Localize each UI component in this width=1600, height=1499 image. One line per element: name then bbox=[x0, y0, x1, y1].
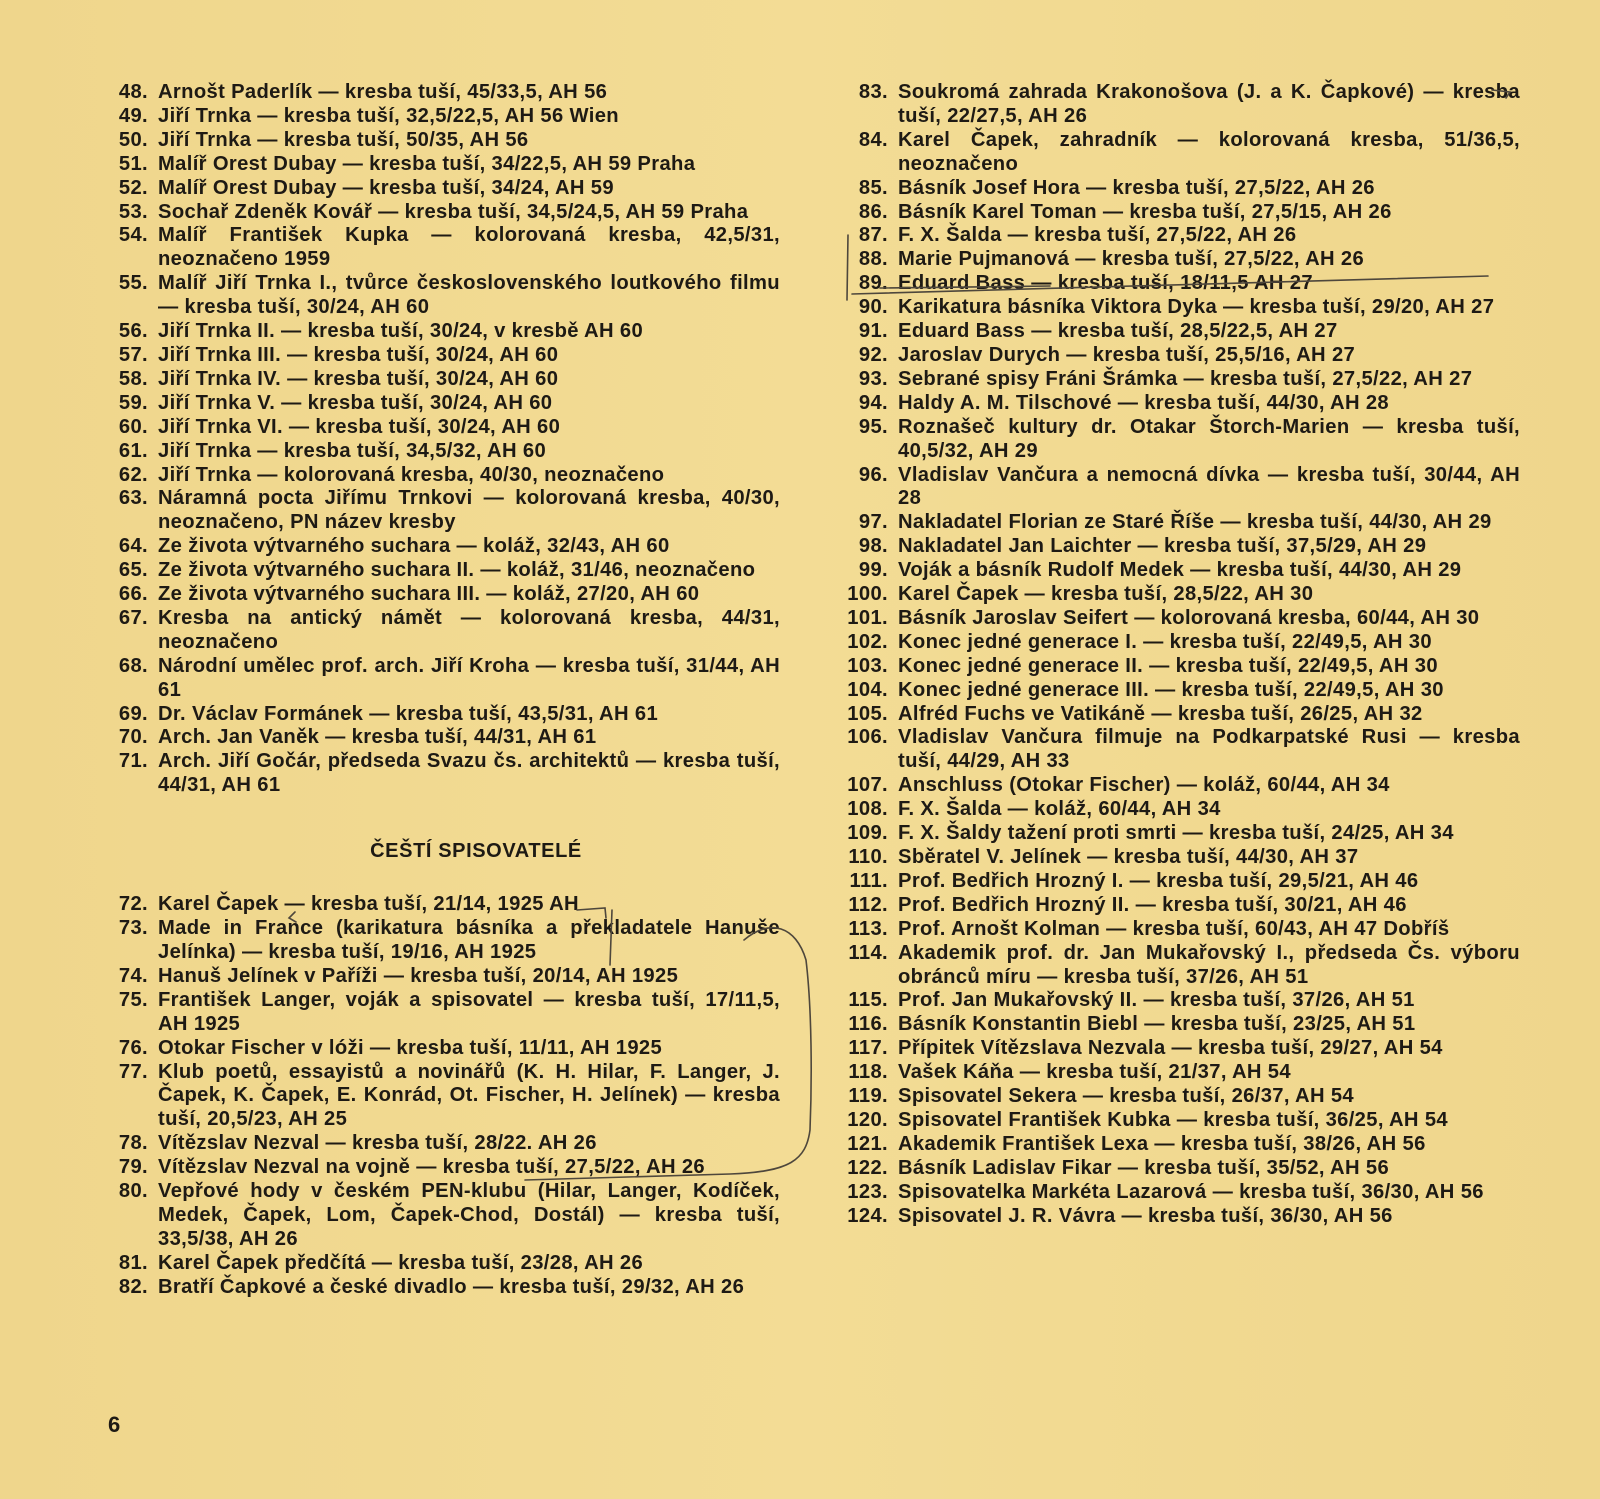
catalog-entry bbox=[112, 917, 780, 965]
entry-number: 97. bbox=[858, 511, 888, 534]
entry-text: Jiří Trnka — kresba tuší, 50/35, AH 56 bbox=[158, 128, 529, 151]
entry-text: Haldy A. M. Tilschové — kresba tuší, 44/30, AH 28 bbox=[898, 391, 1389, 414]
entry-number: 76. bbox=[118, 1036, 148, 1059]
catalog-entry bbox=[838, 655, 1520, 679]
entry-text: Akademik František Lexa — kresba tuší, 38/26, AH 56 bbox=[898, 1132, 1426, 1155]
entry-text: Alfréd Fuchs ve Vatikáně — kresba tuší, 26/25, AH 32 bbox=[898, 702, 1423, 725]
entry-number: 108. bbox=[847, 798, 888, 821]
entry-number: 69. bbox=[118, 702, 148, 725]
entry-text: Karel Čapek, zahradník — kolorovaná kresba, 51/36,5, neoznačeno bbox=[898, 128, 1520, 175]
catalog-entry bbox=[838, 703, 1520, 727]
catalog-entry bbox=[112, 224, 780, 272]
entry-number: 117. bbox=[848, 1037, 888, 1060]
entry-number: 94. bbox=[858, 391, 888, 414]
entry-text: Hanuš Jelínek v Paříži — kresba tuší, 20/14, AH 1925 bbox=[158, 964, 679, 987]
entry-number: 63. bbox=[118, 487, 148, 510]
entry-text: Bratří Čapkové a české divadlo — kresba tuší, 29/32, AH 26 bbox=[158, 1275, 745, 1298]
entry-text: Národní umělec prof. arch. Jiří Kroha — kresba tuší, 31/44, AH 61 bbox=[158, 654, 780, 701]
catalog-entry bbox=[112, 965, 780, 989]
catalog-entry bbox=[112, 440, 780, 464]
catalog-entry bbox=[838, 296, 1520, 320]
entry-number: 48. bbox=[118, 81, 148, 103]
catalog-entry bbox=[838, 1061, 1520, 1085]
catalog-entry bbox=[838, 1085, 1520, 1109]
catalog-entry bbox=[838, 942, 1520, 990]
entry-text: Malíř Orest Dubay — kresba tuší, 34/24, AH 59 bbox=[158, 176, 614, 199]
entry-text: Spisovatelka Markéta Lazarová — kresba tuší, 36/30, AH 56 bbox=[898, 1180, 1484, 1203]
catalog-entry bbox=[112, 1037, 780, 1061]
entry-number: 110. bbox=[848, 846, 888, 868]
entry-number: 98. bbox=[858, 535, 888, 558]
entry-number: 50. bbox=[118, 128, 148, 151]
entry-number: 51. bbox=[118, 152, 148, 175]
catalog-entry bbox=[838, 177, 1520, 201]
entry-text: Arch. Jan Vaněk — kresba tuší, 44/31, AH 61 bbox=[158, 726, 597, 749]
catalog-entry bbox=[112, 750, 780, 798]
catalog-entry bbox=[838, 1181, 1520, 1205]
catalog-entry bbox=[112, 1132, 780, 1156]
entry-text: Eduard Bass — kresba tuší, 28,5/22,5, AH 27 bbox=[898, 320, 1338, 343]
catalog-entry bbox=[838, 511, 1520, 535]
entry-number: 113. bbox=[848, 917, 888, 940]
entry-text: Spisovatel Sekera — kresba tuší, 26/37, AH 54 bbox=[898, 1085, 1354, 1108]
entry-number: 116. bbox=[848, 1013, 888, 1036]
entry-text: Malíř Orest Dubay — kresba tuší, 34/22,5, AH 59 Praha bbox=[158, 152, 696, 175]
entry-number: 60. bbox=[118, 415, 148, 438]
entry-number: 49. bbox=[118, 104, 148, 127]
entry-text: Akademik prof. dr. Jan Mukařovský I., předseda Čs. výboru obránců míru — kresba tuší, 37/26, AH 51 bbox=[898, 941, 1520, 988]
entry-number: 105. bbox=[847, 702, 888, 725]
entry-text: Spisovatel J. R. Vávra — kresba tuší, 36/30, AH 56 bbox=[898, 1204, 1393, 1227]
entry-list-writers-continued bbox=[838, 81, 1520, 1229]
catalog-entry bbox=[838, 416, 1520, 464]
entry-number: 120. bbox=[847, 1108, 888, 1131]
entry-number: 101. bbox=[847, 606, 888, 629]
entry-text: Vítězslav Nezval — kresba tuší, 28/22. AH 26 bbox=[158, 1132, 597, 1155]
entry-number: 65. bbox=[118, 559, 148, 582]
entry-text: Konec jedné generace I. — kresba tuší, 22/49,5, AH 30 bbox=[898, 630, 1432, 653]
entry-number: 80. bbox=[118, 1180, 148, 1203]
catalog-entry bbox=[838, 248, 1520, 272]
entry-text: Arnošt Paderlík — kresba tuší, 45/33,5, AH 56 bbox=[158, 81, 608, 103]
entry-number: 107. bbox=[847, 774, 888, 797]
entry-number: 96. bbox=[858, 463, 888, 486]
catalog-entry bbox=[112, 655, 780, 703]
entry-text: Malíř František Kupka — kolorovaná kresba, 42,5/31, neoznačeno 1959 bbox=[158, 224, 780, 271]
left-column bbox=[112, 81, 780, 1300]
catalog-entry bbox=[838, 894, 1520, 918]
entry-number: 85. bbox=[858, 176, 888, 199]
catalog-entry bbox=[838, 726, 1520, 774]
entry-text: F. X. Šalda — koláž, 60/44, AH 34 bbox=[898, 798, 1221, 821]
entry-number: 115. bbox=[848, 989, 888, 1012]
entry-number: 102. bbox=[847, 630, 888, 653]
entry-number: 59. bbox=[118, 391, 148, 414]
catalog-entry bbox=[838, 129, 1520, 177]
entry-text: Vepřové hody v českém PEN-klubu (Hilar, Langer, Kodíček, Medek, Čapek, Lom, Čapek-Chod, Dostál) — kresba tuší, 33,5/38, AH 26 bbox=[158, 1180, 780, 1250]
catalog-entry bbox=[112, 1156, 780, 1180]
entry-text: Roznašeč kultury dr. Otakar Štorch-Marien — kresba tuší, 40,5/32, AH 29 bbox=[898, 415, 1520, 462]
catalog-entry bbox=[112, 989, 780, 1037]
entry-text: Jiří Trnka V. — kresba tuší, 30/24, AH 60 bbox=[158, 391, 553, 414]
catalog-entry bbox=[838, 774, 1520, 798]
entry-text: Vašek Káňa — kresba tuší, 21/37, AH 54 bbox=[898, 1061, 1291, 1084]
catalog-entry bbox=[112, 893, 780, 917]
catalog-entry bbox=[838, 201, 1520, 225]
entry-number: 124. bbox=[847, 1204, 888, 1227]
entry-text: Konec jedné generace II. — kresba tuší, 22/49,5, AH 30 bbox=[898, 654, 1438, 677]
entry-text: Vítězslav Nezval na vojně — kresba tuší, 27,5/22, AH 26 bbox=[158, 1156, 705, 1179]
catalog-entry bbox=[112, 153, 780, 177]
entry-text: Jaroslav Durych — kresba tuší, 25,5/16, AH 27 bbox=[898, 343, 1356, 366]
entry-text: F. X. Šalda — kresba tuší, 27,5/22, AH 26 bbox=[898, 224, 1297, 247]
entry-number: 109. bbox=[847, 822, 888, 845]
catalog-entry bbox=[838, 1109, 1520, 1133]
catalog-entry bbox=[112, 368, 780, 392]
entry-text: Malíř Jiří Trnka I., tvůrce československého loutkového filmu — kresba tuší, 30/24, AH 60 bbox=[158, 272, 780, 319]
entry-number: 61. bbox=[118, 439, 148, 462]
catalog-entry bbox=[112, 535, 780, 559]
entry-text: Básník Jaroslav Seifert — kolorovaná kresba, 60/44, AH 30 bbox=[898, 606, 1480, 629]
entry-number: 84. bbox=[858, 128, 888, 151]
entry-text: Jiří Trnka IV. — kresba tuší, 30/24, AH 60 bbox=[158, 367, 559, 390]
entry-text: Anschluss (Otokar Fischer) — koláž, 60/44, AH 34 bbox=[898, 774, 1390, 797]
catalog-entry bbox=[838, 918, 1520, 942]
entry-number: 100. bbox=[847, 583, 888, 606]
entry-text: Náramná pocta Jiřímu Trnkovi — kolorovaná kresba, 40/30, neoznačeno, PN název kresby bbox=[158, 487, 780, 534]
entry-text: Jiří Trnka II. — kresba tuší, 30/24, v kresbě AH 60 bbox=[158, 320, 644, 343]
entry-text: Básník Karel Toman — kresba tuší, 27,5/15, AH 26 bbox=[898, 200, 1392, 223]
entry-number: 73. bbox=[118, 917, 148, 940]
entry-number: 78. bbox=[118, 1132, 148, 1155]
catalog-entry bbox=[838, 1157, 1520, 1181]
entry-number: 112. bbox=[848, 893, 888, 916]
catalog-entry bbox=[838, 320, 1520, 344]
entry-number: 52. bbox=[118, 176, 148, 199]
catalog-entry bbox=[838, 1013, 1520, 1037]
entry-number: 55. bbox=[118, 272, 148, 295]
entry-list-painters bbox=[112, 81, 780, 798]
catalog-entry bbox=[838, 1205, 1520, 1229]
entry-text: Vladislav Vančura a nemocná dívka — kresba tuší, 30/44, AH 28 bbox=[898, 463, 1520, 510]
entry-text: Jiří Trnka III. — kresba tuší, 30/24, AH 60 bbox=[158, 343, 559, 366]
catalog-entry bbox=[112, 201, 780, 225]
entry-text: Básník Ladislav Fikar — kresba tuší, 35/52, AH 56 bbox=[898, 1156, 1390, 1179]
entry-number: 106. bbox=[847, 726, 888, 749]
catalog-entry bbox=[838, 846, 1520, 870]
section-heading: ČEŠTÍ SPISOVATELÉ bbox=[370, 840, 582, 863]
entry-text: Jiří Trnka — kresba tuší, 32,5/22,5, AH 56 Wien bbox=[158, 104, 619, 127]
entry-text: Prof. Jan Mukařovský II. — kresba tuší, 37/26, AH 51 bbox=[898, 989, 1415, 1012]
catalog-entry bbox=[838, 631, 1520, 655]
entry-number: 118. bbox=[848, 1061, 888, 1084]
catalog-entry bbox=[112, 320, 780, 344]
entry-text: Prof. Arnošt Kolman — kresba tuší, 60/43, AH 47 Dobříš bbox=[898, 917, 1450, 940]
entry-number: 68. bbox=[118, 654, 148, 677]
entry-number: 71. bbox=[118, 750, 148, 773]
catalog-entry bbox=[838, 464, 1520, 512]
entry-text: Soukromá zahrada Krakonošova (J. a K. Čapkové) — kresba tuší, 22/27,5, AH 26 bbox=[898, 81, 1520, 127]
entry-number: 70. bbox=[118, 726, 148, 749]
entry-text: Klub poetů, essayistů a novinářů (K. H. Hilar, F. Langer, J. Čapek, K. Čapek, E. Konrád, Ot. Fischer, H. Jelínek) — kresba tuší, 20,5/23, AH 25 bbox=[158, 1060, 780, 1131]
entry-text: Karel Čapek — kresba tuší, 28,5/22, AH 30 bbox=[898, 583, 1314, 606]
catalog-entry bbox=[112, 177, 780, 201]
entry-text: Vladislav Vančura filmuje na Podkarpatské Rusi — kresba tuší, 44/29, AH 33 bbox=[898, 726, 1520, 773]
entry-text: Ze života výtvarného suchara III. — koláž, 27/20, AH 60 bbox=[158, 583, 700, 606]
entry-text: Jiří Trnka VI. — kresba tuší, 30/24, AH 60 bbox=[158, 415, 561, 438]
catalog-entry bbox=[838, 392, 1520, 416]
entry-text: Marie Pujmanová — kresba tuší, 27,5/22, AH 26 bbox=[898, 248, 1365, 271]
entry-text: Jiří Trnka — kolorovaná kresba, 40/30, neoznačeno bbox=[158, 463, 665, 486]
entry-number: 64. bbox=[118, 535, 148, 558]
entry-number: 114. bbox=[848, 941, 888, 964]
entry-number: 119. bbox=[848, 1085, 888, 1108]
entry-number: 88. bbox=[858, 248, 888, 271]
entry-text: Ze života výtvarného suchara — koláž, 32/43, AH 60 bbox=[158, 535, 670, 558]
entry-text: Ze života výtvarného suchara II. — koláž, 31/46, neoznačeno bbox=[158, 559, 756, 582]
entry-text: Sebrané spisy Fráni Šrámka — kresba tuší, 27,5/22, AH 27 bbox=[898, 367, 1473, 390]
entry-text: Prof. Bedřich Hrozný I. — kresba tuší, 29,5/21, AH 46 bbox=[898, 869, 1419, 892]
entry-text: Básník Konstantin Biebl — kresba tuší, 23/25, AH 51 bbox=[898, 1013, 1416, 1036]
catalog-entry bbox=[112, 344, 780, 368]
entry-number: 87. bbox=[858, 224, 888, 247]
catalog-entry bbox=[112, 703, 780, 727]
catalog-entry bbox=[112, 1180, 780, 1252]
entry-text: Arch. Jiří Gočár, předseda Svazu čs. architektů — kresba tuší, 44/31, AH 61 bbox=[158, 750, 780, 797]
entry-number: 83. bbox=[858, 81, 888, 103]
right-column bbox=[838, 81, 1520, 1229]
catalog-entry bbox=[838, 607, 1520, 631]
entry-text: Přípitek Vítězslava Nezvala — kresba tuší, 29/27, AH 54 bbox=[898, 1037, 1443, 1060]
catalog-entry bbox=[112, 1252, 780, 1276]
entry-number: 75. bbox=[118, 988, 148, 1011]
catalog-entry bbox=[112, 559, 780, 583]
catalog-entry bbox=[838, 368, 1520, 392]
entry-number: 82. bbox=[118, 1275, 148, 1298]
entry-number: 103. bbox=[847, 654, 888, 677]
entry-number: 56. bbox=[118, 320, 148, 343]
entry-number: 90. bbox=[858, 296, 888, 319]
catalog-entry bbox=[112, 607, 780, 655]
entry-text: Nakladatel Jan Laichter — kresba tuší, 37,5/29, AH 29 bbox=[898, 535, 1427, 558]
entry-text: Konec jedné generace III. — kresba tuší, 22/49,5, AH 30 bbox=[898, 678, 1444, 701]
entry-text: Otokar Fischer v lóži — kresba tuší, 11/11, AH 1925 bbox=[158, 1036, 663, 1059]
entry-list-writers bbox=[112, 893, 780, 1299]
entry-text: Karikatura básníka Viktora Dyka — kresba tuší, 29/20, AH 27 bbox=[898, 296, 1495, 319]
catalog-entry bbox=[838, 272, 1520, 296]
entry-number: 92. bbox=[858, 343, 888, 366]
entry-number: 95. bbox=[858, 415, 888, 438]
page-number: 6 bbox=[108, 1412, 121, 1437]
entry-number: 111. bbox=[849, 869, 888, 892]
catalog-entry bbox=[112, 416, 780, 440]
entry-text: Nakladatel Florian ze Staré Říše — kresba tuší, 44/30, AH 29 bbox=[898, 511, 1492, 534]
catalog-entry bbox=[112, 1061, 780, 1133]
catalog-entry bbox=[838, 679, 1520, 703]
entry-text: Karel Čapek předčítá — kresba tuší, 23/28, AH 26 bbox=[158, 1251, 644, 1274]
entry-number: 53. bbox=[118, 200, 148, 223]
entry-number: 77. bbox=[118, 1060, 148, 1083]
catalog-entry bbox=[112, 272, 780, 320]
catalog-entry bbox=[838, 583, 1520, 607]
entry-text: Sochař Zdeněk Kovář — kresba tuší, 34,5/24,5, AH 59 Praha bbox=[158, 200, 749, 223]
catalog-entry bbox=[838, 870, 1520, 894]
entry-text: Prof. Bedřich Hrozný II. — kresba tuší, 30/21, AH 46 bbox=[898, 893, 1407, 916]
entry-number: 104. bbox=[847, 678, 888, 701]
entry-number: 58. bbox=[118, 367, 148, 390]
entry-number: 123. bbox=[847, 1180, 888, 1203]
catalog-entry bbox=[112, 81, 780, 105]
entry-number: 79. bbox=[118, 1156, 148, 1179]
entry-number: 99. bbox=[858, 559, 888, 582]
entry-number: 91. bbox=[858, 320, 888, 343]
catalog-entry bbox=[838, 559, 1520, 583]
catalog-entry bbox=[838, 989, 1520, 1013]
entry-number: 86. bbox=[858, 200, 888, 223]
entry-text: Voják a básník Rudolf Medek — kresba tuší, 44/30, AH 29 bbox=[898, 559, 1462, 582]
catalog-entry bbox=[112, 583, 780, 607]
entry-text: Kresba na antický námět — kolorovaná kresba, 44/31, neoznačeno bbox=[158, 606, 780, 653]
catalog-entry bbox=[838, 224, 1520, 248]
entry-text: F. X. Šaldy tažení proti smrti — kresba tuší, 24/25, AH 34 bbox=[898, 822, 1454, 845]
entry-number: 121. bbox=[847, 1132, 888, 1155]
entry-text: Dr. Václav Formánek — kresba tuší, 43,5/31, AH 61 bbox=[158, 702, 659, 725]
entry-text: František Langer, voják a spisovatel — kresba tuší, 17/11,5, AH 1925 bbox=[158, 988, 780, 1035]
entry-number: 122. bbox=[847, 1156, 888, 1179]
catalog-entry bbox=[112, 726, 780, 750]
entry-number: 74. bbox=[118, 964, 148, 987]
entry-number: 54. bbox=[118, 224, 148, 247]
entry-number: 57. bbox=[118, 343, 148, 366]
entry-text: Eduard Bass — kresba tuší, 18/11,5 AH 27 bbox=[898, 272, 1313, 295]
entry-text: Sběratel V. Jelínek — kresba tuší, 44/30, AH 37 bbox=[898, 846, 1359, 868]
catalog-entry bbox=[112, 487, 780, 535]
entry-number: 93. bbox=[858, 367, 888, 390]
entry-number: 89. bbox=[858, 272, 888, 295]
catalog-entry bbox=[112, 1276, 780, 1300]
catalog-entry bbox=[838, 822, 1520, 846]
entry-number: 62. bbox=[118, 463, 148, 486]
entry-number: 81. bbox=[118, 1251, 148, 1274]
catalog-entry bbox=[112, 464, 780, 488]
entry-text: Spisovatel František Kubka — kresba tuší, 36/25, AH 54 bbox=[898, 1108, 1448, 1131]
catalog-entry bbox=[838, 535, 1520, 559]
catalog-entry bbox=[838, 798, 1520, 822]
entry-text: Made in France (karikatura básníka a překladatele Hanuše Jelínka) — kresba tuší, 19/16, AH 1925 bbox=[158, 917, 780, 963]
catalog-entry bbox=[838, 1133, 1520, 1157]
entry-number: 72. bbox=[118, 893, 148, 916]
catalog-entry bbox=[112, 392, 780, 416]
catalog-entry bbox=[838, 81, 1520, 129]
entry-text: Básník Josef Hora — kresba tuší, 27,5/22, AH 26 bbox=[898, 176, 1375, 199]
entry-text: Jiří Trnka — kresba tuší, 34,5/32, AH 60 bbox=[158, 439, 547, 462]
catalog-entry bbox=[112, 105, 780, 129]
catalog-entry bbox=[112, 129, 780, 153]
entry-text: Karel Čapek — kresba tuší, 21/14, 1925 AH bbox=[158, 893, 579, 916]
entry-number: 66. bbox=[118, 583, 148, 606]
catalog-entry bbox=[838, 344, 1520, 368]
entry-number: 67. bbox=[118, 606, 148, 629]
catalog-entry bbox=[838, 1037, 1520, 1061]
